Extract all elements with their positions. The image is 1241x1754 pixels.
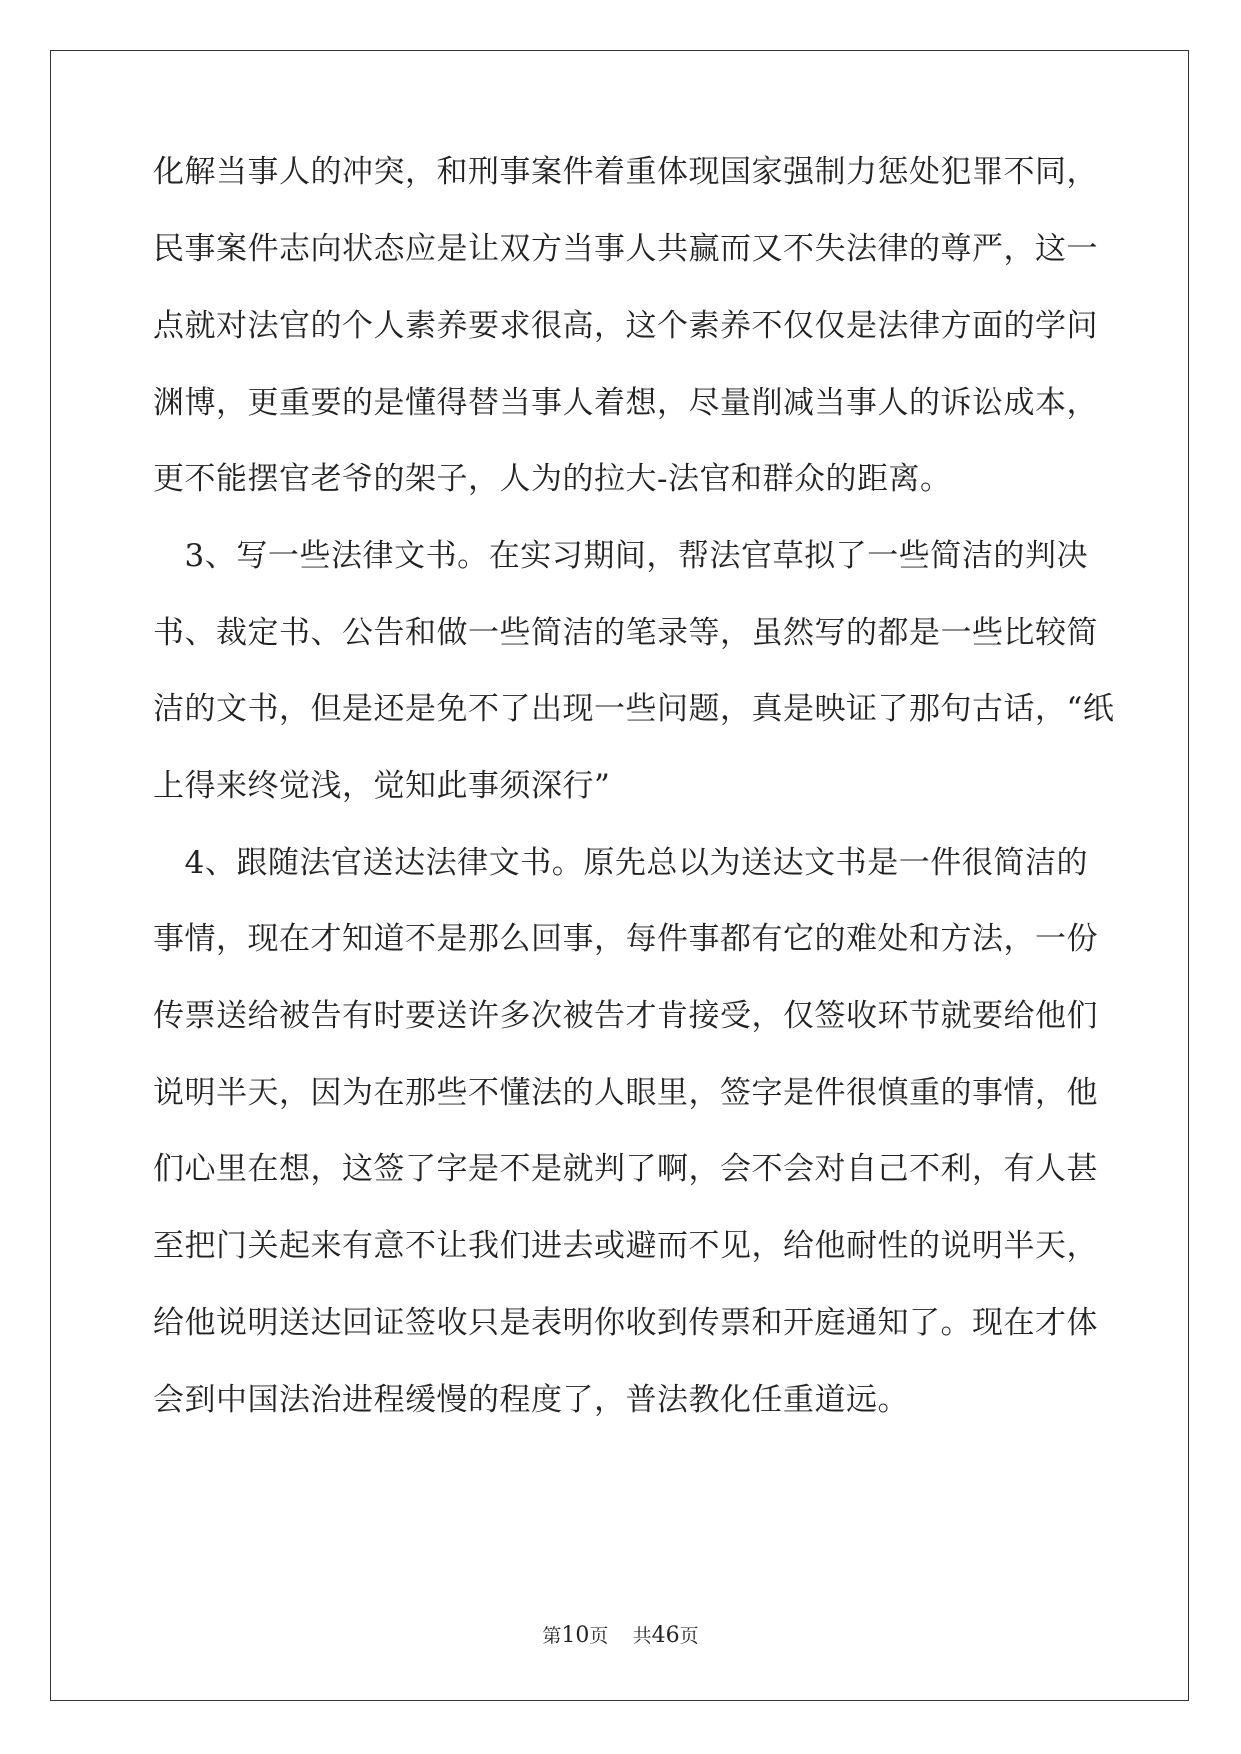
text-line: 说明半天，因为在那些不懂法的人眼里，签字是件很慎重的事情，他 (153, 1075, 1098, 1111)
text-line: 给他说明送达回证签收只是表明你收到传票和开庭通知了。现在才体 (153, 1305, 1098, 1341)
text-line: 会到中国法治进程缓慢的程度了，普法教化任重道远。 (153, 1382, 909, 1418)
footer-total-prefix: 共 (632, 1625, 652, 1647)
text-line: 3、写一些法律文书。在实习期间，帮法官草拟了一些简洁的判决 (153, 538, 1088, 574)
text-line: 至把门关起来有意不让我们进去或避而不见，给他耐性的说明半天， (153, 1228, 1098, 1264)
page-number: 10 (561, 1623, 590, 1648)
text-line: 民事案件志向状态应是让双方当事人共赢而又不失法律的尊严，这一 (153, 231, 1098, 267)
text-line: 上得来终觉浅，觉知此事须深行” (153, 768, 611, 804)
text-line: 书、裁定书、公告和做一些简洁的笔录等，虽然写的都是一些比较简 (153, 615, 1098, 651)
text-line: 事情，现在才知道不是那么回事，每件事都有它的难处和方法，一份 (153, 921, 1098, 957)
page-footer (0, 1624, 1241, 1648)
text-line: 传票送给被告有时要送许多次被告才肯接受，仅签收环节就要给他们 (153, 998, 1098, 1034)
footer-page-suffix: 页 (589, 1625, 609, 1647)
text-line: 们心里在想，这签了字是不是就判了啊，会不会对自己不利，有人甚 (153, 1151, 1098, 1187)
text-line: 渊博，更重要的是懂得替当事人着想，尽量削减当事人的诉讼成本， (153, 385, 1098, 421)
text-line: 更不能摆官老爷的架子，人为的拉大-法官和群众的距离。 (153, 461, 952, 497)
total-pages: 46 (651, 1623, 680, 1648)
footer-prefix: 第 (542, 1625, 562, 1647)
text-line: 4、跟随法官送达法律文书。原先总以为送达文书是一件很简洁的 (153, 845, 1088, 881)
text-line: 化解当事人的冲突，和刑事案件着重体现国家强制力惩处犯罪不同， (153, 154, 1098, 190)
footer-total-suffix: 页 (679, 1625, 699, 1647)
text-line: 点就对法官的个人素养要求很高，这个素养不仅仅是法律方面的学问 (153, 308, 1098, 344)
text-line: 洁的文书，但是还是免不了出现一些问题，真是映证了那句古话，“纸 (153, 691, 1115, 727)
